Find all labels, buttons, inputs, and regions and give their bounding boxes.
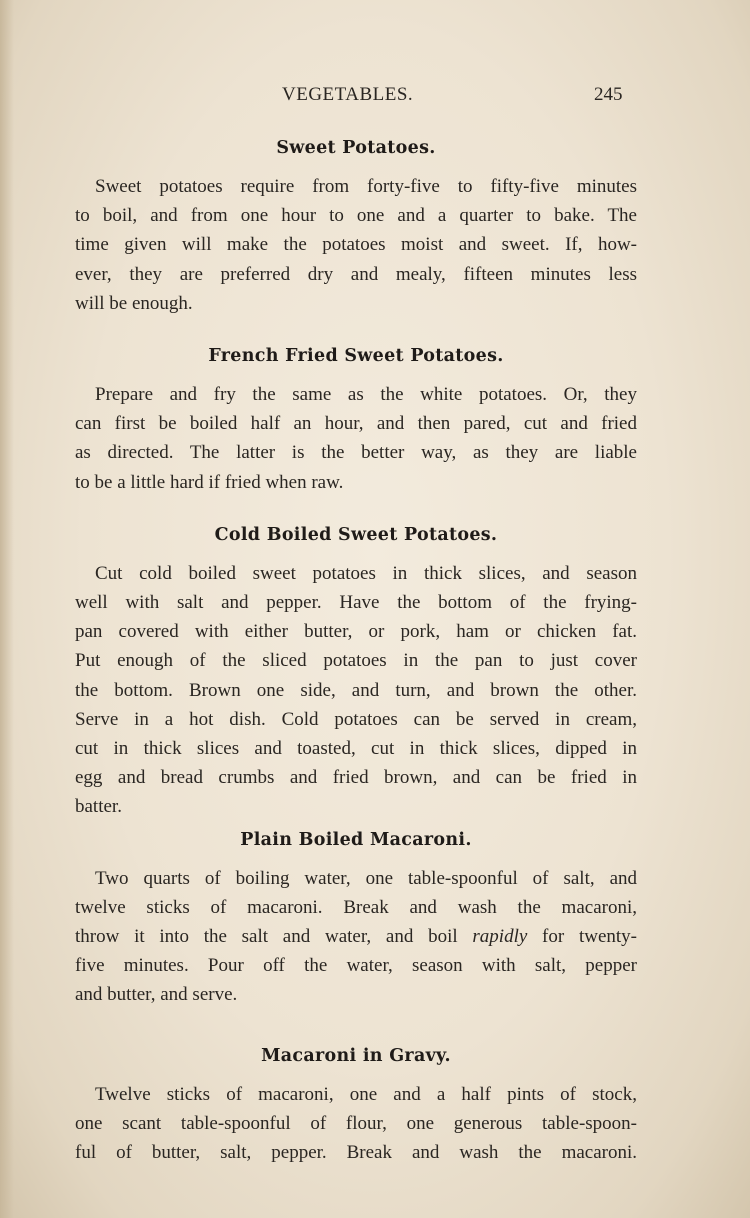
emphasis-text: rapidly <box>472 926 528 948</box>
text-line: Sweet potatoes require from forty-five to fifty-five minutes <box>95 176 637 197</box>
text-span: throw it into the salt and water, and boil <box>75 926 458 948</box>
page-number: 245 <box>594 84 623 105</box>
text-line: and butter, and serve. <box>75 984 238 1006</box>
text-line: well with salt and pepper. Have the bottom of the frying- <box>75 592 637 614</box>
text-line: five minutes. Pour off the water, season with salt, pepper <box>75 955 637 977</box>
text-line: Two quarts of boiling water, one table-spoonful of salt, and <box>95 867 637 889</box>
text-line: Twelve sticks of macaroni, one and a half pints of stock, <box>95 1083 637 1105</box>
text-line: one scant table-spoonful of flour, one generous table-spoon- <box>75 1112 637 1134</box>
text-line-with-emphasis <box>75 922 637 951</box>
text-line: time given will make the potatoes moist and sweet. If, how- <box>75 234 637 256</box>
section-french-fried-sweet-potatoes <box>75 342 637 497</box>
section-paragraph <box>75 1080 637 1168</box>
text-line: Cut cold boiled sweet potatoes in thick slices, and season <box>95 562 637 584</box>
text-line: Put enough of the sliced potatoes in the pan to just cover <box>75 650 637 672</box>
section-heading: Sweet Potatoes. <box>276 138 436 158</box>
text-span: for twenty- <box>542 926 637 948</box>
section-paragraph <box>75 559 637 822</box>
section-sweet-potatoes <box>75 134 637 318</box>
text-line: ever, they are preferred dry and mealy, fifteen minutes less <box>75 263 637 285</box>
section-heading: Cold Boiled Sweet Potatoes. <box>214 524 498 545</box>
text-line: to be a little hard if fried when raw. <box>75 471 344 493</box>
section-heading: Plain Boiled Macaroni. <box>240 829 472 850</box>
section-cold-boiled-sweet-potatoes <box>75 521 637 822</box>
running-head <box>0 84 750 110</box>
section-paragraph <box>75 864 637 1010</box>
page-content <box>75 134 637 1167</box>
section-paragraph <box>75 380 637 497</box>
text-line: the bottom. Brown one side, and turn, and brown the other. <box>75 679 637 701</box>
page-edge-shadow <box>0 0 14 1218</box>
text-line: egg and bread crumbs and fried brown, and can be fried in <box>75 767 637 789</box>
text-line: Prepare and fry the same as the white potatoes. Or, they <box>95 384 637 406</box>
text-line: cut in thick slices and toasted, cut in thick slices, dipped in <box>75 738 637 760</box>
text-line: will be enough. <box>75 292 193 314</box>
text-line: can first be boiled half an hour, and then pared, cut and fried <box>75 413 637 435</box>
section-paragraph <box>75 172 637 318</box>
text-line: pan covered with either butter, or pork, ham or chicken fat. <box>75 621 637 643</box>
section-heading: French Fried Sweet Potatoes. <box>208 346 504 367</box>
text-line: as directed. The latter is the better way, as they are liable <box>75 442 637 464</box>
section-plain-boiled-macaroni <box>75 826 637 1010</box>
section-heading: Macaroni in Gravy. <box>261 1045 451 1066</box>
text-line: Serve in a hot dish. Cold potatoes can be served in cream, <box>75 708 637 730</box>
running-head-title: VEGETABLES. <box>282 84 414 105</box>
text-line: ful of butter, salt, pepper. Break and wash the macaroni. <box>75 1142 637 1164</box>
section-macaroni-in-gravy <box>75 1042 637 1168</box>
text-line: batter. <box>75 796 122 818</box>
text-line: twelve sticks of macaroni. Break and wash the macaroni, <box>75 896 637 918</box>
text-line: to boil, and from one hour to one and a quarter to bake. The <box>75 205 637 227</box>
